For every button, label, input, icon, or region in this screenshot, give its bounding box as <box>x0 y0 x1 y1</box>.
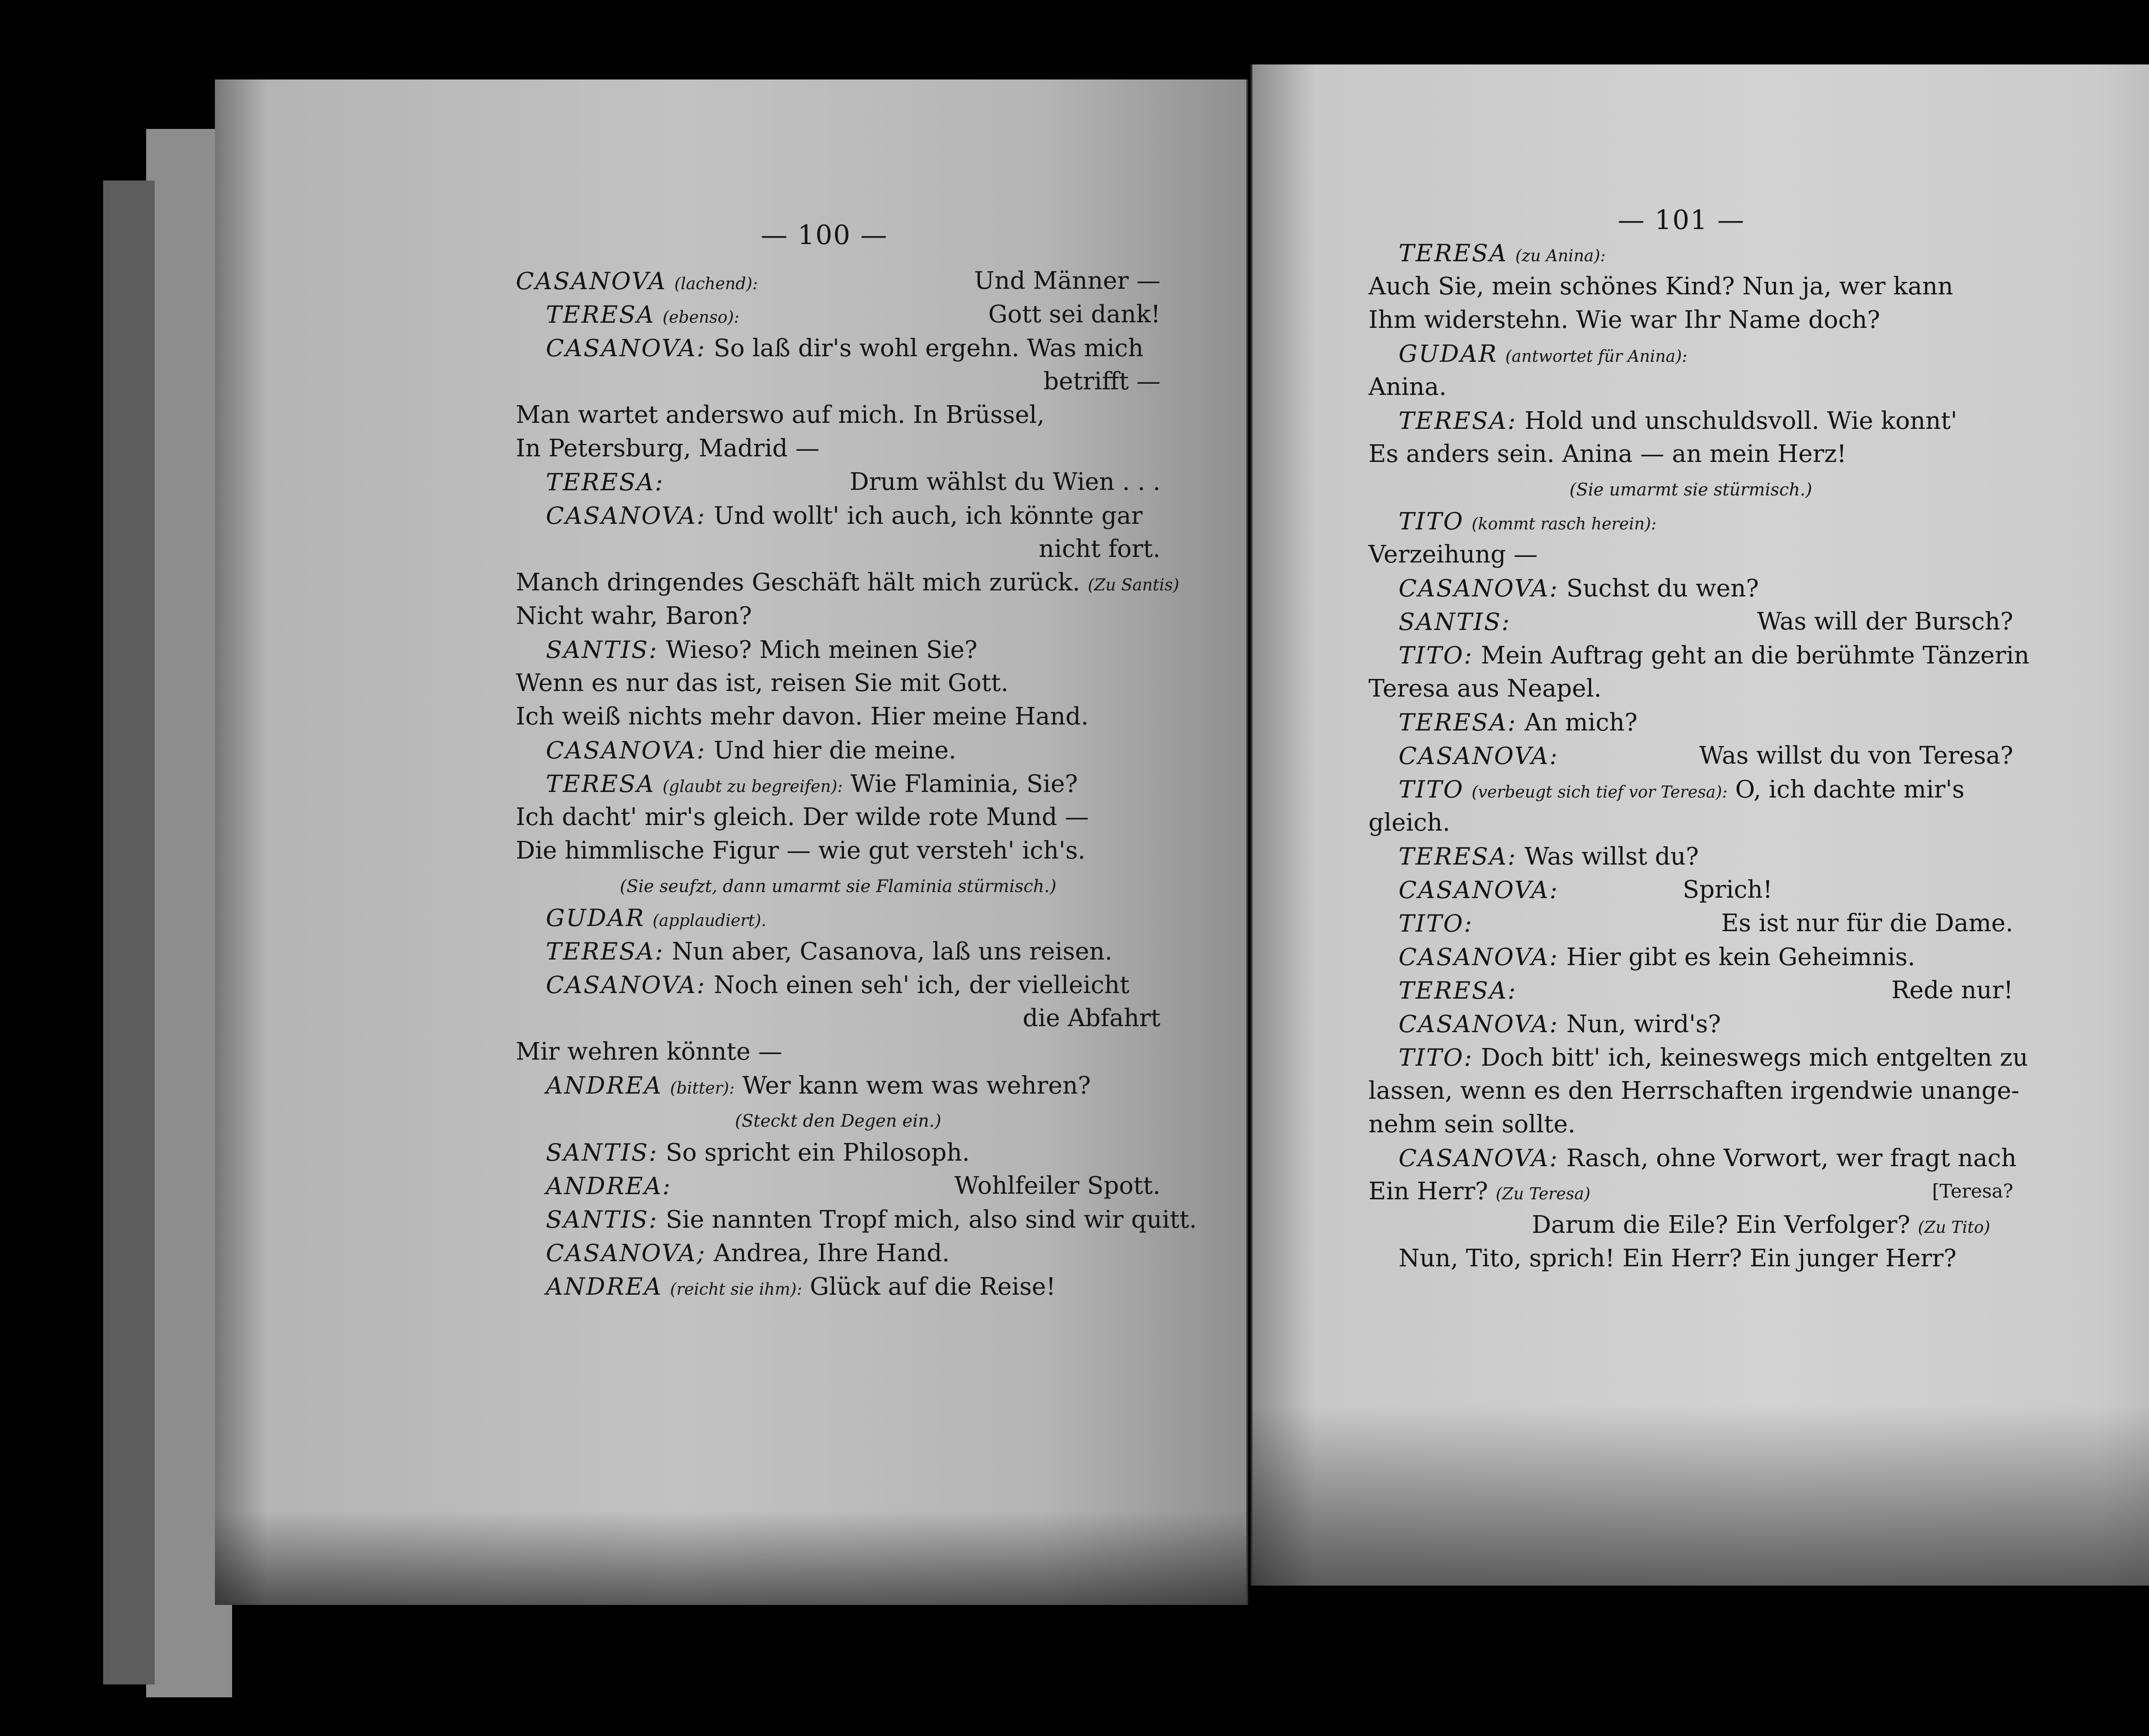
line-right: die Abfahrt <box>1022 1004 1160 1032</box>
stage-direction: (Sie umarmt sie stürmisch.) <box>1569 480 1812 500</box>
speaker-name: SANTIS: <box>546 1139 658 1166</box>
text-line <box>516 1069 1160 1102</box>
line-text: Hier gibt es kein Geheimnis. <box>1566 943 1916 971</box>
page-stack-edge-outer <box>103 180 155 1684</box>
line-text: Und hier die meine. <box>713 737 956 764</box>
text-line <box>516 666 1160 700</box>
line-text: nehm sein sollte. <box>1368 1110 1576 1138</box>
line-text: Nun, wird's? <box>1566 1010 1721 1038</box>
stage-direction: (applaudiert). <box>652 911 767 930</box>
text-line <box>516 700 1160 734</box>
text-line <box>1368 605 2013 639</box>
text-line <box>516 1270 1160 1303</box>
page-shadow <box>1252 1405 2149 1586</box>
speaker-name: CASANOVA; <box>546 1239 706 1267</box>
page-shadow <box>215 1510 1246 1605</box>
stage-direction: (lachend): <box>674 274 758 293</box>
text-line <box>516 1002 1160 1035</box>
stage-direction: (verbeugt sich tief vor Teresa): <box>1472 782 1728 801</box>
line-right: Sprich! <box>1683 876 1772 904</box>
text-line <box>516 767 1160 801</box>
speaker-name: CASANOVA: <box>1399 876 1559 904</box>
right-page-text <box>1368 236 2030 1275</box>
line-text: Verzeihung — <box>1368 541 1538 568</box>
text-line <box>1368 504 2013 538</box>
text-line <box>516 264 1160 298</box>
line-text: Hold und unschuldsvoll. Wie konnt' <box>1525 407 1957 435</box>
stage-direction: (Zu Santis) <box>1087 575 1179 594</box>
line-right: nicht fort. <box>1038 535 1160 563</box>
text-line <box>1368 404 2013 437</box>
line-right: betrifft — <box>1043 367 1160 395</box>
text-line <box>1368 672 2013 706</box>
line-text: gleich. <box>1368 809 1451 837</box>
text-line <box>516 499 1160 532</box>
text-line <box>1368 940 2013 974</box>
line-right: [Teresa? <box>1932 1180 2013 1202</box>
line-text: Die himmlische Figur — wie gut versteh' ich's. <box>516 837 1086 865</box>
line-right: Und Männer — <box>974 267 1160 295</box>
stage-direction: (glaubt zu begreifen): <box>662 777 843 796</box>
line-text: Ein Herr? <box>1368 1177 1488 1205</box>
text-line <box>516 1203 1197 1236</box>
stage-direction: (Sie seufzt, dann umarmt sie Flaminia stürmisch.) <box>620 877 1056 896</box>
speaker-name: CASANOVA: <box>1399 1144 1559 1172</box>
line-right: Was willst du von Teresa? <box>1699 742 2013 770</box>
text-line <box>516 734 1160 767</box>
text-line <box>516 1169 1160 1203</box>
stage-direction: (reicht sie ihm): <box>670 1280 802 1299</box>
speaker-name: TERESA: <box>1399 407 1517 434</box>
line-text: Nun, Tito, sprich! Ein Herr? Ein junger Herr? <box>1399 1244 1957 1272</box>
speaker-name: TERESA <box>1399 239 1508 267</box>
line-text: Rasch, ohne Vorwort, wer fragt nach <box>1566 1144 2017 1172</box>
text-line <box>1368 873 2013 907</box>
line-right: Rede nur! <box>1891 976 2013 1004</box>
speaker-name: TITO: <box>1399 1044 1473 1071</box>
line-text: Und wollt' ich auch, ich könnte gar <box>713 502 1143 530</box>
text-line <box>516 298 1160 331</box>
line-text: Ich dacht' mir's gleich. Der wilde rote Mund — <box>516 803 1089 831</box>
text-line <box>1368 1175 2013 1208</box>
line-text: Ihm widerstehn. Wie war Ihr Name doch? <box>1368 306 1880 334</box>
text-line <box>1368 1141 2017 1175</box>
line-text: Noch einen seh' ich, der vielleicht <box>713 971 1130 999</box>
stage-direction: (ebenso): <box>662 308 740 327</box>
text-line <box>516 801 1160 834</box>
line-right: Drum wählst du Wien . . . <box>849 468 1160 496</box>
line-text: Wieso? Mich meinen Sie? <box>665 636 978 664</box>
speaker-name: GUDAR <box>1399 340 1498 367</box>
text-line <box>1368 471 2013 504</box>
text-line <box>516 1236 1160 1270</box>
line-text: Nun aber, Casanova, laß uns reisen. <box>672 938 1113 966</box>
line-right: Es ist nur für die Dame. <box>1721 909 2013 937</box>
line-text: Was willst du? <box>1525 843 1699 871</box>
stage-direction: (kommt rasch herein): <box>1472 514 1657 533</box>
text-line <box>1368 1041 2028 1074</box>
text-line <box>1368 773 2013 806</box>
speaker-name: CASANOVA: <box>1399 943 1559 971</box>
text-line <box>516 398 1160 432</box>
text-line <box>1368 1242 2013 1275</box>
speaker-name: CASANOVA: <box>1399 1010 1559 1038</box>
stage-direction: (zu Anina): <box>1515 246 1606 265</box>
text-line <box>1368 739 2013 773</box>
text-line <box>516 968 1160 1002</box>
text-line <box>1368 572 2013 605</box>
speaker-name: CASANOVA: <box>546 334 706 362</box>
speaker-name: TERESA: <box>546 938 664 965</box>
line-text: Anina. <box>1368 373 1447 401</box>
speaker-name: CASANOVA: <box>1399 742 1559 770</box>
line-right: Wohlfeiler Spott. <box>954 1172 1160 1200</box>
text-line <box>516 1136 1160 1169</box>
speaker-name: TITO: <box>1399 642 1473 669</box>
text-line <box>1368 1108 2013 1141</box>
speaker-name: TITO <box>1399 507 1464 535</box>
speaker-name: CASANOVA: <box>546 737 706 764</box>
speaker-name: TERESA <box>546 301 655 328</box>
stage-direction: (Steckt den Degen ein.) <box>735 1111 941 1131</box>
line-text: Wie Flaminia, Sie? <box>850 770 1078 798</box>
speaker-name: ANDREA <box>546 1273 663 1300</box>
left-page <box>215 79 1248 1605</box>
speaker-name: SANTIS: <box>1399 608 1511 636</box>
line-text: O, ich dachte mir's <box>1735 776 1965 804</box>
line-text: So laß dir's wohl ergehn. Was mich <box>713 334 1144 362</box>
text-line <box>516 331 1160 365</box>
text-line <box>1368 806 2013 840</box>
text-line <box>1368 974 2013 1007</box>
speaker-name: TITO <box>1399 776 1464 803</box>
text-line <box>516 901 1160 935</box>
line-text: So spricht ein Philosoph. <box>665 1139 970 1167</box>
line-text: Ich weiß nichts mehr davon. Hier meine Hand. <box>516 703 1089 730</box>
speaker-name: SANTIS: <box>546 1206 658 1233</box>
line-text: Teresa aus Neapel. <box>1368 675 1602 703</box>
speaker-name: GUDAR <box>546 904 645 932</box>
speaker-name: CASANOVA <box>516 267 667 295</box>
speaker-name: TITO: <box>1399 910 1473 937</box>
speaker-name: ANDREA <box>546 1072 663 1099</box>
page-number-100: — 100 — <box>761 219 888 251</box>
speaker-name: TERESA: <box>1399 709 1517 736</box>
line-text: Doch bitt' ich, keineswegs mich entgelten zu <box>1481 1044 2028 1072</box>
stage-direction: (antwortet für Anina): <box>1505 347 1687 366</box>
speaker-name: TERESA: <box>546 468 664 496</box>
text-line <box>1368 270 2013 303</box>
text-line <box>1368 840 2013 873</box>
line-text: Suchst du wen? <box>1566 575 1759 602</box>
speaker-name: SANTIS: <box>546 636 658 663</box>
page-number-101: — 101 — <box>1618 204 1745 235</box>
stage-direction: (bitter): <box>670 1079 735 1097</box>
stage-direction: (Zu Teresa) <box>1496 1184 1591 1203</box>
speaker-name: ANDREA: <box>546 1172 672 1200</box>
text-line <box>516 599 1160 633</box>
text-line <box>516 834 1160 868</box>
line-text: lassen, wenn es den Herrschaften irgendwie unange- <box>1368 1077 2020 1105</box>
line-text: Man wartet anderswo auf mich. In Brüssel, <box>516 401 1045 429</box>
line-text: In Petersburg, Madrid — <box>516 434 820 462</box>
text-line <box>516 935 1160 968</box>
text-line <box>1368 1208 2013 1242</box>
text-line <box>516 532 1160 566</box>
text-line <box>516 465 1160 499</box>
text-line <box>1368 538 2013 572</box>
speaker-name: TERESA <box>546 770 655 798</box>
line-text: Wer kann wem was wehren? <box>742 1072 1091 1100</box>
text-line <box>1368 437 2013 471</box>
text-line <box>1368 303 2013 337</box>
speaker-name: CASANOVA: <box>546 502 706 529</box>
text-line <box>1368 1007 2013 1041</box>
left-page-text <box>516 264 1197 1303</box>
line-text: Auch Sie, mein schönes Kind? Nun ja, wer kann <box>1368 272 1953 300</box>
speaker-name: TERESA: <box>1399 843 1517 870</box>
text-line <box>516 633 1160 666</box>
text-line <box>1368 236 2013 270</box>
line-text: Nicht wahr, Baron? <box>516 602 752 630</box>
text-line <box>1368 370 2013 404</box>
text-line <box>516 1035 1160 1069</box>
line-right: Gott sei dank! <box>988 300 1160 328</box>
text-line <box>1368 706 2013 739</box>
line-text: Andrea, Ihre Hand. <box>713 1239 950 1267</box>
speaker-name: CASANOVA: <box>1399 575 1559 602</box>
line-text: Mein Auftrag geht an die berühmte Tänzerin <box>1481 642 2030 669</box>
text-line <box>516 566 1179 599</box>
line-text: Glück auf die Reise! <box>810 1273 1056 1301</box>
stage-direction: (Zu Tito) <box>1918 1218 1990 1237</box>
line-text: Darum die Eile? Ein Verfolger? <box>1532 1211 1910 1239</box>
line-text: Es anders sein. Anina — an mein Herz! <box>1368 440 1847 468</box>
text-line <box>516 868 1160 901</box>
line-text: An mich? <box>1525 709 1638 737</box>
line-text: Mir wehren könnte — <box>516 1038 782 1066</box>
line-text: Manch dringendes Geschäft hält mich zurück. <box>516 568 1081 596</box>
text-line <box>516 365 1160 398</box>
speaker-name: CASANOVA: <box>546 971 706 999</box>
text-line <box>1368 907 2013 940</box>
speaker-name: TERESA: <box>1399 977 1517 1004</box>
line-right: Was will der Bursch? <box>1757 608 2013 636</box>
text-line <box>1368 639 2030 672</box>
line-text: Sie nannten Tropf mich, also sind wir quitt. <box>665 1206 1197 1234</box>
line-text: Wenn es nur das ist, reisen Sie mit Gott. <box>516 669 1009 697</box>
text-line <box>516 1102 1160 1136</box>
text-line <box>1368 337 2013 370</box>
text-line <box>516 432 1160 465</box>
right-page <box>1251 64 2149 1586</box>
text-line <box>1368 1074 2020 1108</box>
